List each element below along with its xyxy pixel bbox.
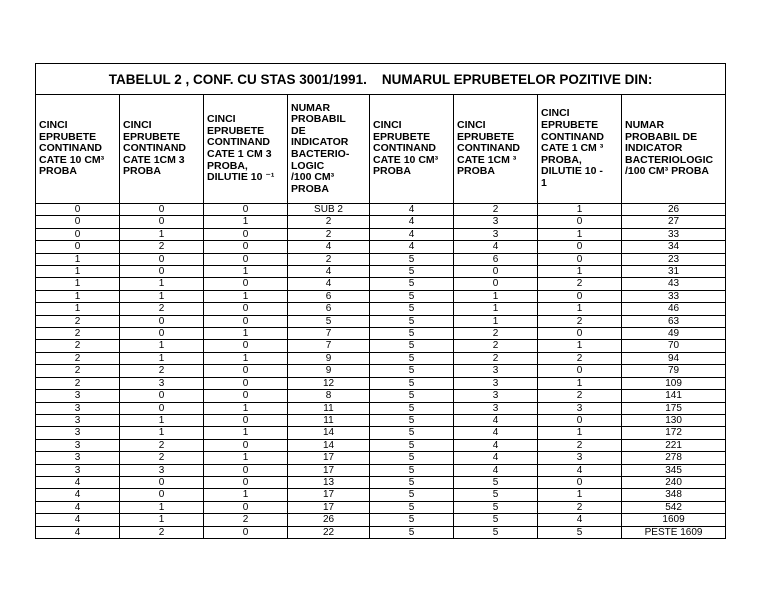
table-cell: 9 xyxy=(288,365,370,377)
table-cell: 0 xyxy=(204,278,288,290)
table-cell: 3 xyxy=(538,402,622,414)
table-row xyxy=(36,315,726,327)
table-cell: 348 xyxy=(622,489,726,501)
table-cell: 5 xyxy=(370,526,454,538)
table-cell: 63 xyxy=(622,315,726,327)
table-cell: 4 xyxy=(454,241,538,253)
table-title-text: TABELUL 2 , CONF. CU STAS 3001/1991. NUMARUL EPRUBETELOR POZITIVE DIN: xyxy=(108,71,653,87)
table-row xyxy=(36,290,726,302)
table-cell: 0 xyxy=(204,303,288,315)
table-cell: 5 xyxy=(454,501,538,513)
table-cell: 43 xyxy=(622,278,726,290)
table-cell: 17 xyxy=(288,489,370,501)
table-cell: 5 xyxy=(454,489,538,501)
table-cell: 4 xyxy=(288,266,370,278)
table-cell: 4 xyxy=(454,439,538,451)
table-cell: 5 xyxy=(370,514,454,526)
table-cell: 5 xyxy=(370,328,454,340)
table-cell: 2 xyxy=(36,352,120,364)
table-cell: 1 xyxy=(120,290,204,302)
table-row xyxy=(36,464,726,476)
table-cell: 4 xyxy=(370,204,454,216)
table-cell: 2 xyxy=(538,278,622,290)
column-header-6: CINCI EPRUBETE CONTINAND CATE 1CM ³ PROBA xyxy=(454,95,538,204)
column-header-5: CINCI EPRUBETE CONTINAND CATE 10 CM³ PROBA xyxy=(370,95,454,204)
table-cell: 1 xyxy=(120,352,204,364)
table-cell: 345 xyxy=(622,464,726,476)
table-cell: 3 xyxy=(36,402,120,414)
table-cell: 1 xyxy=(120,514,204,526)
table-cell: 1 xyxy=(204,290,288,302)
table-cell: 3 xyxy=(454,402,538,414)
table-cell: 3 xyxy=(454,377,538,389)
table-cell: 0 xyxy=(204,464,288,476)
table-cell: 4 xyxy=(36,514,120,526)
table-cell: 1 xyxy=(204,402,288,414)
column-header-7: CINCI EPRUBETE CONTINAND CATE 1 CM ³ PROBA, DILUTIE 10 - 1 xyxy=(538,95,622,204)
table-cell: 3 xyxy=(454,390,538,402)
table-cell: 2 xyxy=(454,204,538,216)
table-cell: 1 xyxy=(538,204,622,216)
table-cell: 31 xyxy=(622,266,726,278)
table-row xyxy=(36,427,726,439)
table-row xyxy=(36,216,726,228)
table-cell: 1 xyxy=(120,414,204,426)
table-cell: 27 xyxy=(622,216,726,228)
table-cell: 1609 xyxy=(622,514,726,526)
table-cell: 3 xyxy=(36,390,120,402)
table-cell: 2 xyxy=(204,514,288,526)
table-cell: 2 xyxy=(288,216,370,228)
table-row xyxy=(36,303,726,315)
table-row xyxy=(36,439,726,451)
table-cell: 70 xyxy=(622,340,726,352)
table-cell: 5 xyxy=(370,489,454,501)
table-cell: 23 xyxy=(622,253,726,265)
table-cell: 5 xyxy=(370,414,454,426)
table-cell: 0 xyxy=(36,216,120,228)
table-cell: 5 xyxy=(370,352,454,364)
table-cell: 3 xyxy=(454,228,538,240)
table-cell: 5 xyxy=(370,303,454,315)
table-cell: 1 xyxy=(120,228,204,240)
table-cell: 0 xyxy=(204,476,288,488)
table-cell: 5 xyxy=(454,526,538,538)
table-cell: 5 xyxy=(370,290,454,302)
table-cell: 3 xyxy=(120,377,204,389)
table-cell: 2 xyxy=(454,352,538,364)
table-cell: 79 xyxy=(622,365,726,377)
table-cell: 4 xyxy=(370,228,454,240)
table-cell: 3 xyxy=(120,464,204,476)
table-cell: 1 xyxy=(454,303,538,315)
table-cell: 0 xyxy=(538,241,622,253)
column-header-1: CINCI EPRUBETE CONTINAND CATE 10 CM³ PROBA xyxy=(36,95,120,204)
table-cell: 0 xyxy=(120,402,204,414)
table-cell: 11 xyxy=(288,402,370,414)
table-cell: 7 xyxy=(288,340,370,352)
table-cell: 6 xyxy=(288,303,370,315)
table-cell: 0 xyxy=(120,204,204,216)
table-cell: 5 xyxy=(288,315,370,327)
table-row xyxy=(36,204,726,216)
column-header-8: NUMAR PROBABIL DE INDICATOR BACTERIOLOGIC /100 CM³ PROBA xyxy=(622,95,726,204)
table-body xyxy=(36,204,726,539)
table-cell: 130 xyxy=(622,414,726,426)
table-cell: 5 xyxy=(370,253,454,265)
table-cell: 0 xyxy=(120,315,204,327)
table-cell: 5 xyxy=(370,427,454,439)
table-cell: 5 xyxy=(370,315,454,327)
table-cell: 0 xyxy=(538,414,622,426)
table-cell: 1 xyxy=(120,501,204,513)
table-cell: 0 xyxy=(204,340,288,352)
table-cell: 0 xyxy=(454,266,538,278)
table-cell: 1 xyxy=(120,278,204,290)
table-row xyxy=(36,340,726,352)
table-cell: 5 xyxy=(454,514,538,526)
table-cell: 5 xyxy=(370,501,454,513)
table-cell: 1 xyxy=(454,290,538,302)
table-cell: 1 xyxy=(538,427,622,439)
table-cell: 2 xyxy=(538,439,622,451)
table-cell: 221 xyxy=(622,439,726,451)
table-cell: 0 xyxy=(538,365,622,377)
table-cell: 9 xyxy=(288,352,370,364)
table-cell: 0 xyxy=(204,439,288,451)
table-cell: 0 xyxy=(204,204,288,216)
table-cell: 2 xyxy=(120,439,204,451)
table-cell: 0 xyxy=(454,278,538,290)
table-cell: 13 xyxy=(288,476,370,488)
table-cell: 5 xyxy=(454,476,538,488)
table-cell: 33 xyxy=(622,290,726,302)
table-row xyxy=(36,365,726,377)
table-cell: 0 xyxy=(120,390,204,402)
table-cell: 0 xyxy=(204,414,288,426)
table-cell: 14 xyxy=(288,427,370,439)
table-cell: 4 xyxy=(454,464,538,476)
table-cell: 1 xyxy=(204,266,288,278)
table-cell: 2 xyxy=(120,241,204,253)
table-cell: 1 xyxy=(204,352,288,364)
table-cell: 2 xyxy=(36,315,120,327)
table-row xyxy=(36,278,726,290)
table-cell: 46 xyxy=(622,303,726,315)
table-cell: 5 xyxy=(370,390,454,402)
table-cell: 3 xyxy=(454,365,538,377)
table-cell: 14 xyxy=(288,439,370,451)
table-cell: 2 xyxy=(454,328,538,340)
table-cell: 3 xyxy=(454,216,538,228)
column-header-2: CINCI EPRUBETE CONTINAND CATE 1CM 3 PROBA xyxy=(120,95,204,204)
header-row xyxy=(36,95,726,204)
table-cell: 0 xyxy=(36,204,120,216)
table-cell: 1 xyxy=(36,266,120,278)
table-cell: SUB 2 xyxy=(288,204,370,216)
table-cell: 0 xyxy=(120,253,204,265)
table-cell: 4 xyxy=(36,526,120,538)
table-cell: 4 xyxy=(36,476,120,488)
table-row xyxy=(36,266,726,278)
table-cell: 5 xyxy=(370,402,454,414)
table-cell: 2 xyxy=(288,228,370,240)
table-cell: 17 xyxy=(288,501,370,513)
table-cell: 5 xyxy=(370,278,454,290)
table-cell: 1 xyxy=(538,340,622,352)
table-cell: 4 xyxy=(36,501,120,513)
table-cell: 0 xyxy=(120,266,204,278)
table-cell: 2 xyxy=(538,390,622,402)
table-cell: 0 xyxy=(204,501,288,513)
table-cell: 141 xyxy=(622,390,726,402)
table-cell: 542 xyxy=(622,501,726,513)
table-cell: 278 xyxy=(622,452,726,464)
table-cell: 1 xyxy=(36,290,120,302)
table-cell: 1 xyxy=(454,315,538,327)
column-header-4: NUMAR PROBABIL DE INDICATOR BACTERIO- LOGIC /100 CM³ PROBA xyxy=(288,95,370,204)
table-cell: 5 xyxy=(370,452,454,464)
table-cell: 2 xyxy=(36,328,120,340)
table-cell: 1 xyxy=(204,216,288,228)
table-cell: 17 xyxy=(288,452,370,464)
table-cell: 3 xyxy=(36,452,120,464)
table-cell: 3 xyxy=(36,439,120,451)
table-cell: 3 xyxy=(36,414,120,426)
table-cell: 4 xyxy=(370,241,454,253)
table-cell: 2 xyxy=(120,303,204,315)
mpn-table xyxy=(35,63,726,539)
table-row xyxy=(36,489,726,501)
table-cell: 1 xyxy=(120,340,204,352)
table-cell: 0 xyxy=(538,253,622,265)
table-cell: 33 xyxy=(622,228,726,240)
table-row xyxy=(36,414,726,426)
table-row xyxy=(36,328,726,340)
table-row xyxy=(36,352,726,364)
table-cell: 1 xyxy=(204,328,288,340)
table-cell: 3 xyxy=(538,452,622,464)
table-cell: 2 xyxy=(538,352,622,364)
table-cell: 2 xyxy=(36,365,120,377)
table-cell: 0 xyxy=(120,216,204,228)
table-cell: 8 xyxy=(288,390,370,402)
table-cell: 11 xyxy=(288,414,370,426)
table-cell: 1 xyxy=(538,303,622,315)
column-header-3: CINCI EPRUBETE CONTINAND CATE 1 CM 3 PROBA, DILUTIE 10 ⁻¹ xyxy=(204,95,288,204)
table-cell: PESTE 1609 xyxy=(622,526,726,538)
table-cell: 26 xyxy=(622,204,726,216)
table-cell: 0 xyxy=(204,526,288,538)
table-row xyxy=(36,402,726,414)
table-cell: 4 xyxy=(538,514,622,526)
table-cell: 5 xyxy=(538,526,622,538)
table-cell: 1 xyxy=(120,427,204,439)
table-cell: 2 xyxy=(538,501,622,513)
table-cell: 1 xyxy=(538,266,622,278)
table-row xyxy=(36,452,726,464)
table-cell: 4 xyxy=(288,241,370,253)
table-cell: 4 xyxy=(454,427,538,439)
table-cell: 0 xyxy=(204,315,288,327)
table-cell: 0 xyxy=(538,476,622,488)
table-cell: 4 xyxy=(370,216,454,228)
table-row xyxy=(36,526,726,538)
table-cell: 1 xyxy=(538,489,622,501)
table-cell: 0 xyxy=(120,489,204,501)
table-row xyxy=(36,241,726,253)
table-cell: 1 xyxy=(204,489,288,501)
table-cell: 0 xyxy=(538,290,622,302)
table-cell: 17 xyxy=(288,464,370,476)
table-cell: 5 xyxy=(370,439,454,451)
table-cell: 1 xyxy=(204,452,288,464)
table-cell: 2 xyxy=(454,340,538,352)
table-cell: 3 xyxy=(36,464,120,476)
table-cell: 2 xyxy=(120,452,204,464)
table-row xyxy=(36,476,726,488)
table-title xyxy=(36,64,726,95)
table-cell: 4 xyxy=(36,489,120,501)
table-row xyxy=(36,501,726,513)
table-cell: 2 xyxy=(36,340,120,352)
table-cell: 1 xyxy=(538,228,622,240)
table-row xyxy=(36,253,726,265)
table-row xyxy=(36,514,726,526)
table-cell: 2 xyxy=(538,315,622,327)
table-cell: 5 xyxy=(370,377,454,389)
table-cell: 22 xyxy=(288,526,370,538)
title-row xyxy=(36,64,726,95)
table-cell: 6 xyxy=(454,253,538,265)
table-cell: 4 xyxy=(288,278,370,290)
table-cell: 26 xyxy=(288,514,370,526)
table-cell: 4 xyxy=(454,452,538,464)
table-cell: 2 xyxy=(288,253,370,265)
table-cell: 49 xyxy=(622,328,726,340)
table-cell: 0 xyxy=(204,241,288,253)
table-cell: 94 xyxy=(622,352,726,364)
table-cell: 0 xyxy=(204,377,288,389)
table-row xyxy=(36,377,726,389)
table-row xyxy=(36,390,726,402)
table-cell: 5 xyxy=(370,365,454,377)
table-cell: 1 xyxy=(204,427,288,439)
table-cell: 2 xyxy=(120,365,204,377)
table-cell: 1 xyxy=(538,377,622,389)
table-cell: 0 xyxy=(204,365,288,377)
table-cell: 0 xyxy=(36,241,120,253)
table-cell: 0 xyxy=(120,328,204,340)
table-cell: 0 xyxy=(36,228,120,240)
table-cell: 172 xyxy=(622,427,726,439)
table-cell: 0 xyxy=(120,476,204,488)
table-cell: 109 xyxy=(622,377,726,389)
table-cell: 0 xyxy=(204,390,288,402)
table-cell: 240 xyxy=(622,476,726,488)
table-cell: 1 xyxy=(36,253,120,265)
table-cell: 0 xyxy=(204,228,288,240)
table-cell: 5 xyxy=(370,340,454,352)
table-cell: 3 xyxy=(36,427,120,439)
table-cell: 12 xyxy=(288,377,370,389)
table-cell: 175 xyxy=(622,402,726,414)
table-cell: 1 xyxy=(36,278,120,290)
table-cell: 2 xyxy=(36,377,120,389)
table-cell: 7 xyxy=(288,328,370,340)
table-cell: 0 xyxy=(538,328,622,340)
table-cell: 0 xyxy=(538,216,622,228)
table-cell: 0 xyxy=(204,253,288,265)
document-table-container xyxy=(35,63,725,539)
table-cell: 1 xyxy=(36,303,120,315)
table-cell: 5 xyxy=(370,266,454,278)
table-cell: 4 xyxy=(454,414,538,426)
table-cell: 5 xyxy=(370,464,454,476)
table-row xyxy=(36,228,726,240)
table-cell: 6 xyxy=(288,290,370,302)
table-cell: 34 xyxy=(622,241,726,253)
table-cell: 2 xyxy=(120,526,204,538)
table-cell: 4 xyxy=(538,464,622,476)
table-cell: 5 xyxy=(370,476,454,488)
